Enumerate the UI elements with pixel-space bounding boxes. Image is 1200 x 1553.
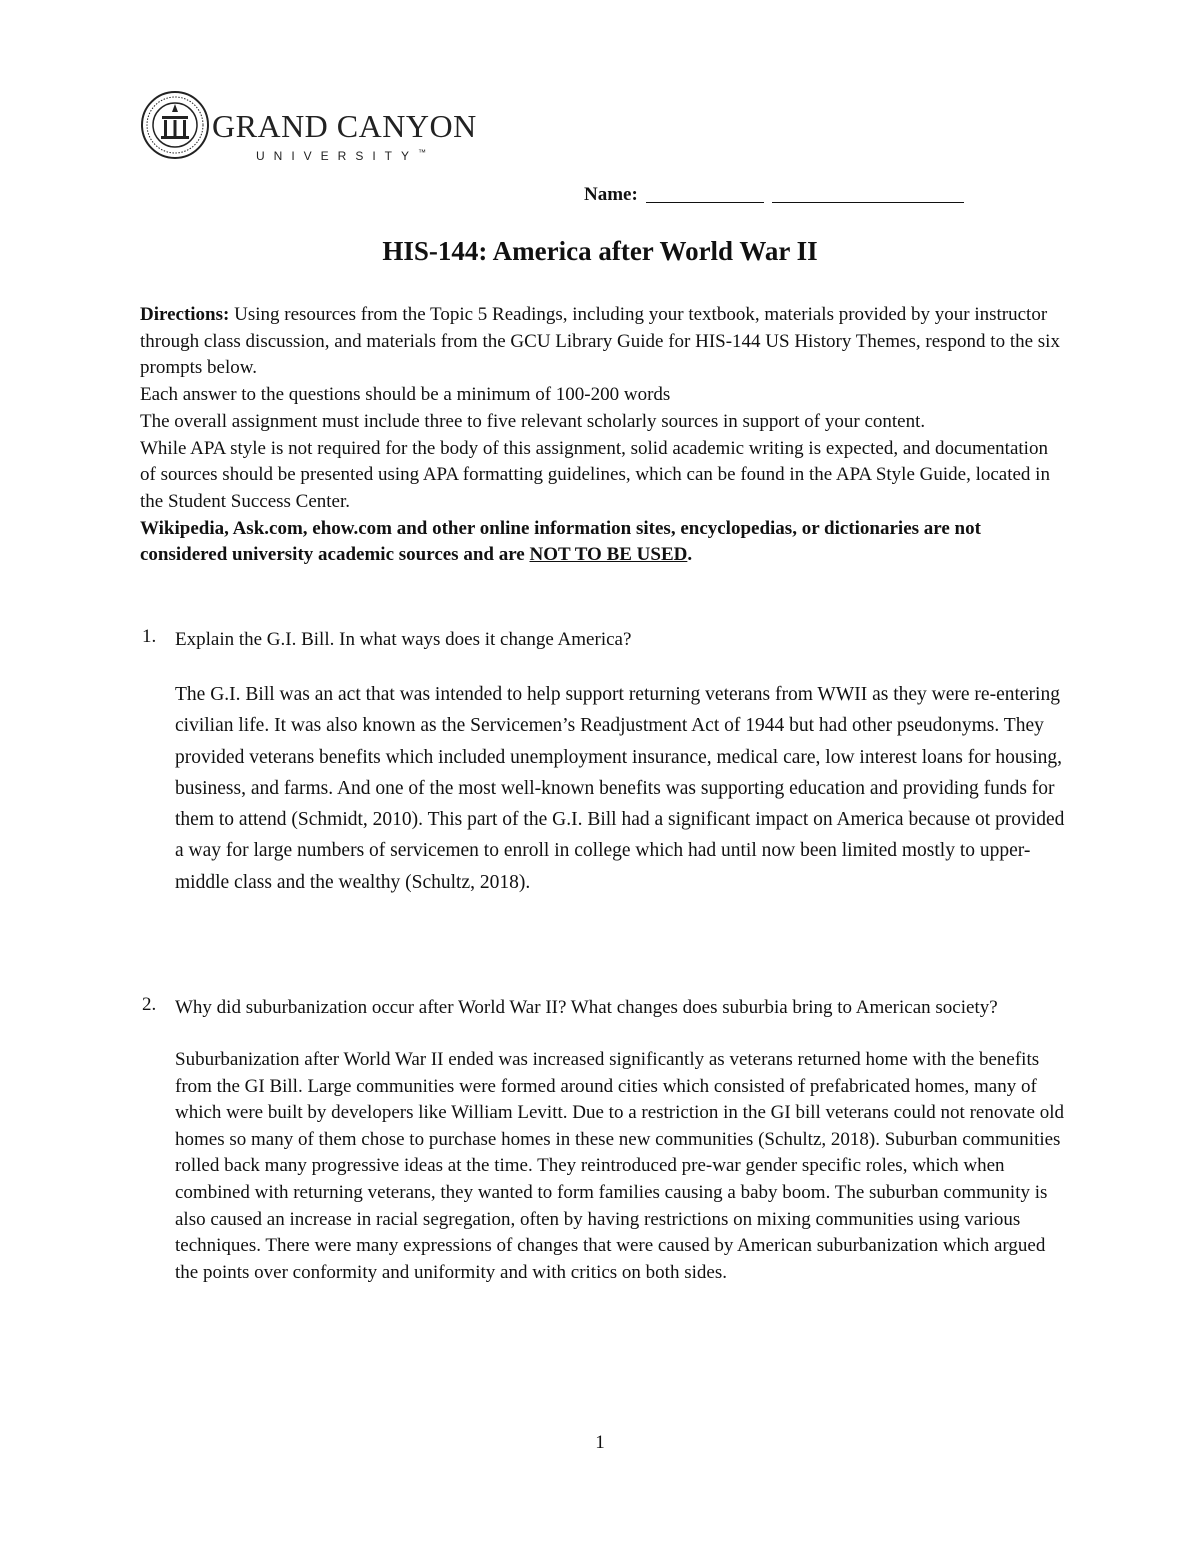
question-2 [140,994,1065,1286]
question-1 [140,626,1065,898]
university-seal-icon [140,90,210,160]
not-to-be-used-text: NOT TO BE USED [529,544,688,566]
sources-requirement: The overall assignment must include three to five relevant scholarly sources in support of your content. [140,410,926,432]
source-warning: Wikipedia, Ask.com, ehow.com and other online information sites, encyclopedias, or dictionaries are not considered university academic sources and are NOT TO BE USED. [140,517,981,566]
logo-wordmark: GRAND CANYON [212,108,477,144]
question-answer: The G.I. Bill was an act that was intended to help support returning veterans from WWII as they were re-entering civilian life. It was also known as the Servicemen’s Readjustment Act of 1944 but had other pseudonyms. They provided veterans benefits which included unemployment insurance, medical care, low interest loans for housing, business, and farms. And one of the most well-known benefits was supporting education and providing funds for them to attend (Schmidt, 2010). This part of the G.I. Bill had a significant impact on America because ot provided a way for large numbers of servicemen to enroll in college which had until now been limited mostly to upper-middle class and the wealthy (Schultz, 2018). [175,684,1065,893]
logo-subtitle: UNIVERSITY™ [256,148,427,163]
question-prompt: Why did suburbanization occur after World War II? What changes does suburbia bring to American society? [175,997,998,1018]
name-label: Name: [584,184,638,205]
directions-block [140,302,1065,569]
question-number: 1. [142,626,157,647]
page-number: 1 [595,1432,605,1453]
apa-requirement: While APA style is not required for the body of this assignment, solid academic writing is expected, and documentation of sources should be presented using APA formatting guidelines, which can be found in the APA Style Guide, located in the Student Success Center. [140,437,1050,512]
first-name-blank [646,182,764,203]
last-name-blank [772,182,964,203]
directions-label: Directions: [140,304,230,325]
university-logo [140,90,477,163]
word-count-requirement: Each answer to the questions should be a minimum of 100-200 words [140,384,671,406]
page-title: HIS-144: America after World War II [382,236,818,266]
question-prompt: Explain the G.I. Bill. In what ways does it change America? [175,629,632,650]
question-number: 2. [142,994,157,1015]
directions-text: Using resources from the Topic 5 Readings, including your textbook, materials provided by your instructor through class discussion, and materials from the GCU Library Guide for HIS-144 US History Themes, respond to the six prompts below. [140,304,1060,379]
directions-paragraph [140,302,1065,382]
name-field [584,182,964,206]
question-answer: Suburbanization after World War II ended was increased significantly as veterans returned home with the benefits from the GI Bill. Large communities were formed around cities which consisted of prefabricated homes, many of which were built by developers like William Levitt. Due to a restriction in the GI bill veterans could not renovate old homes so many of them chose to purchase homes in these new communities (Schultz, 2018). Suburban communities rolled back many progressive ideas at the time. They reintroduced pre-war gender specific roles, which when combined with returning veterans, they wanted to form families causing a baby boom. The suburban community is also caused an increase in racial segregation, often by having restrictions on mixing communities using various techniques. There were many expressions of changes that were caused by American suburbanization which argued the points over conformity and uniformity and with critics on both sides. [175,1049,1065,1283]
